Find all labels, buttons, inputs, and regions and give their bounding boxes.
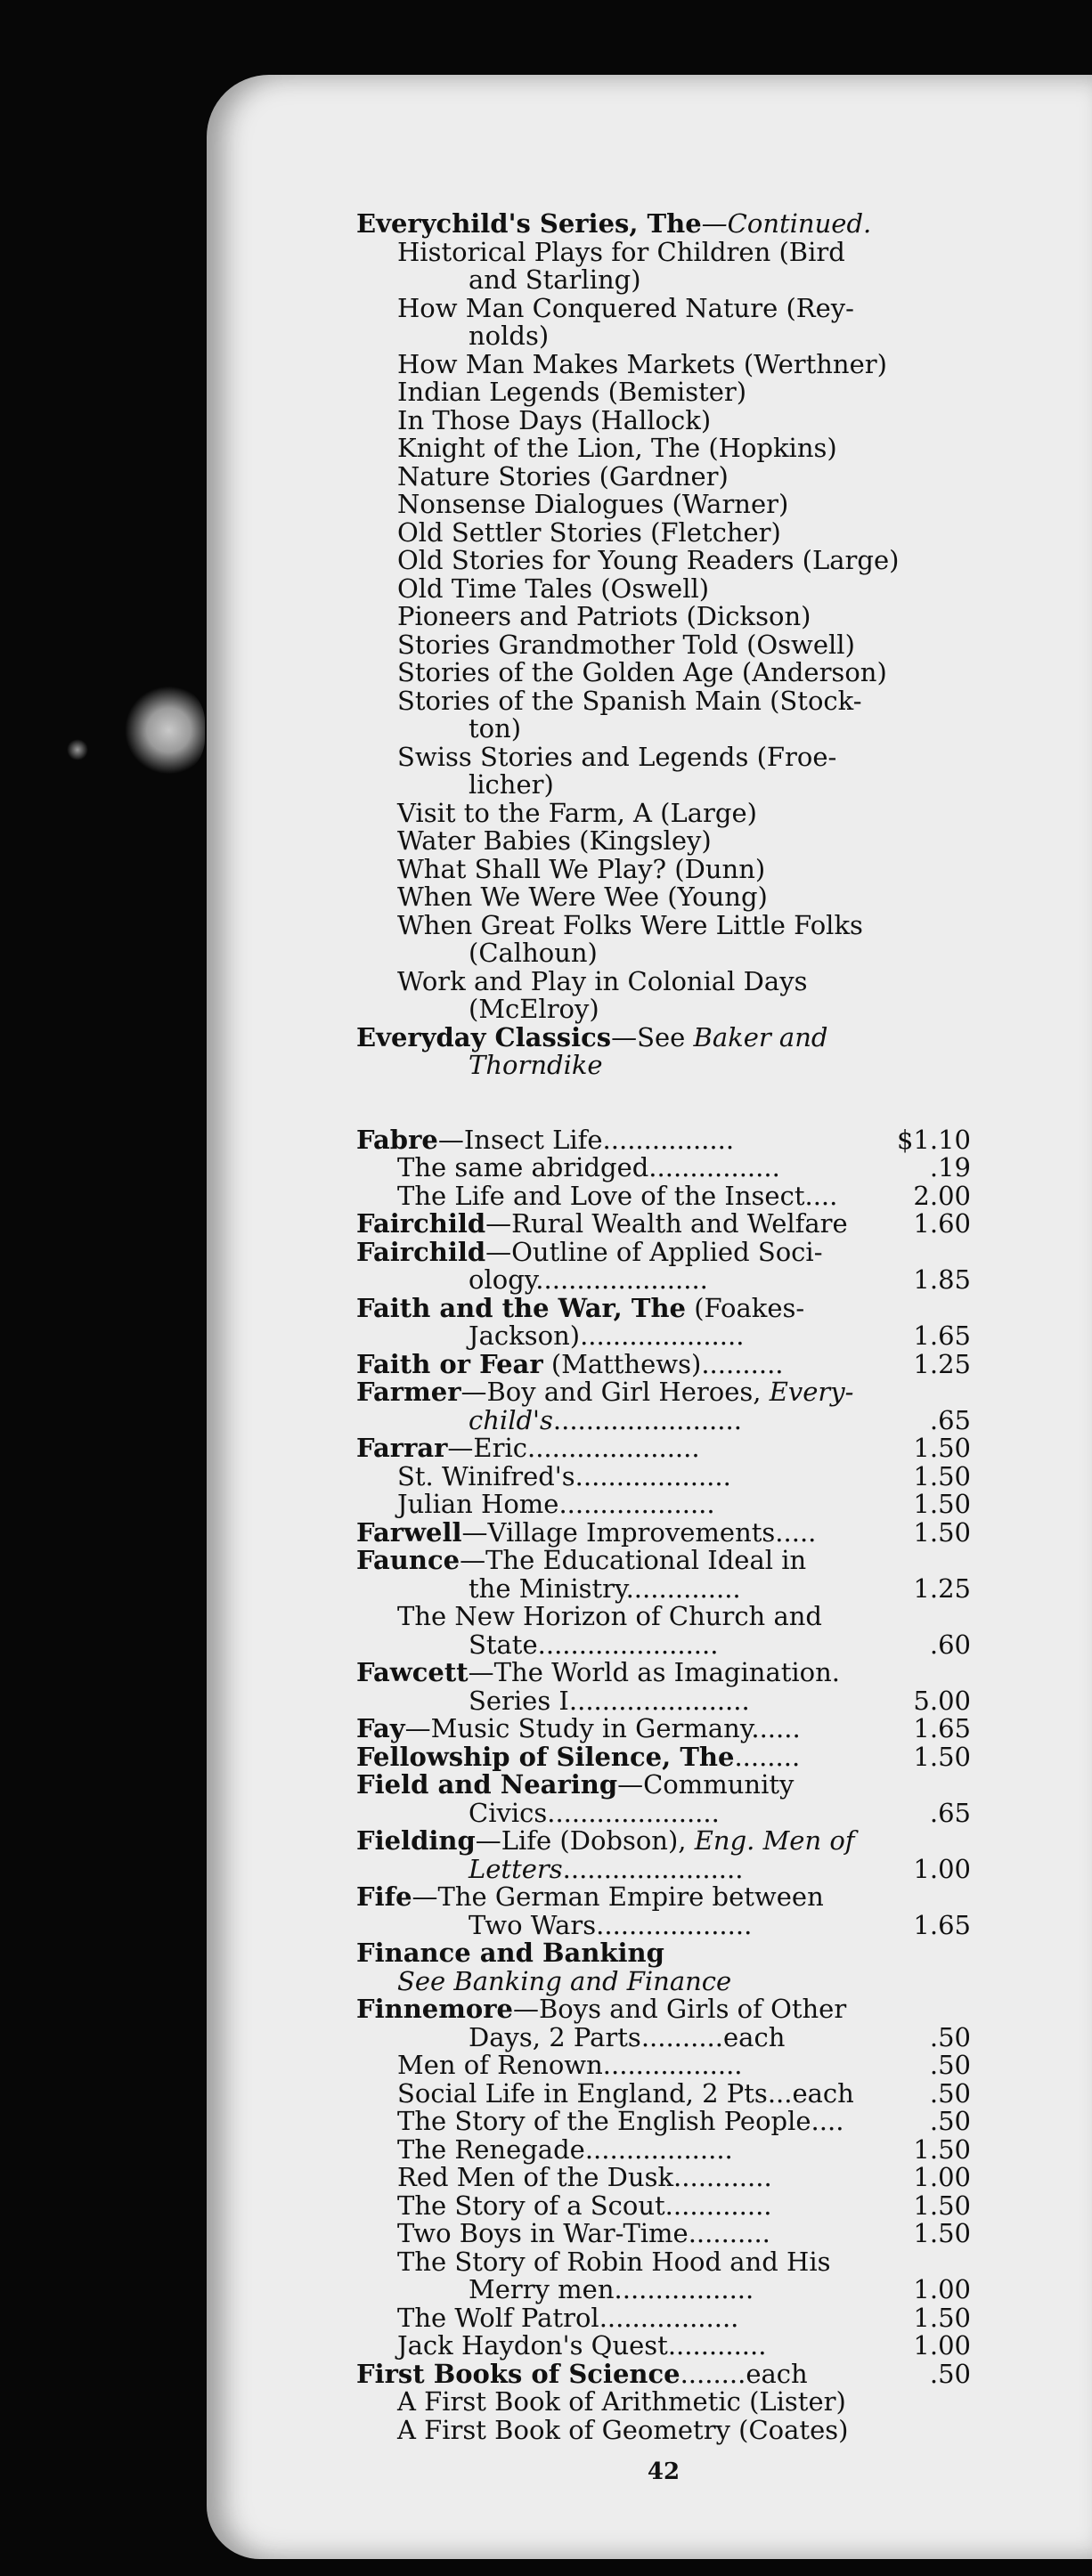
list-item: Work and Play in Colonial Days	[397, 965, 808, 996]
list-item: How Man Makes Markets (Werthner)	[397, 348, 887, 379]
price: 1.00	[913, 2162, 971, 2192]
price: $1.10	[896, 1124, 971, 1155]
price: 1.50	[913, 2218, 971, 2248]
price: 1.50	[913, 2302, 971, 2333]
entry-line: The Wolf Patrol................. 1.50	[397, 2302, 971, 2333]
section-gap	[356, 1080, 971, 1126]
list-item: Stories Grandmother Told (Oswell)	[397, 629, 855, 660]
entry-line: child's....................... .65	[469, 1404, 971, 1435]
entry-line: A First Book of Geometry (Coates)	[397, 2414, 849, 2445]
price: 1.65	[913, 1713, 971, 1743]
entry-line: Fife—The German Empire between	[356, 1881, 824, 1912]
list-item: Historical Plays for Children (Bird	[397, 236, 845, 267]
entry-line: Men of Renown................. .50	[397, 2050, 971, 2080]
entry-line: The Life and Love of the Insect.... 2.00	[397, 1180, 971, 1211]
entry-line: The Renegade.................. 1.50	[397, 2133, 971, 2165]
entry-line: Farrar—Eric..................... 1.50	[356, 1433, 971, 1463]
entry-line: Fairchild—Rural Wealth and Welfare 1.60	[356, 1208, 971, 1239]
list-item: Nature Stories (Gardner)	[397, 460, 729, 492]
entry-line: The Story of a Scout............. 1.50	[397, 2190, 971, 2221]
list-item: How Man Conquered Nature (Rey-	[397, 292, 854, 323]
price: 1.00	[913, 2330, 971, 2361]
entry-line: Fairchild—Outline of Applied Soci-	[356, 1236, 823, 1267]
price: 1.50	[913, 2190, 971, 2221]
list-item: Water Babies (Kingsley)	[397, 825, 712, 856]
price: 2.00	[913, 1180, 971, 1211]
entry-line: St. Winifred's................... 1.50	[397, 1460, 971, 1491]
list-item: Swiss Stories and Legends (Froe-	[397, 741, 837, 772]
entry-line: Jack Haydon's Quest............ 1.00	[397, 2330, 971, 2361]
price: .65	[929, 1404, 971, 1435]
everyday-classics-entry: Everyday Classics—See Baker and	[356, 1021, 828, 1052]
price: 1.00	[913, 1853, 971, 1884]
price: .19	[929, 1152, 971, 1182]
list-item: and Starling)	[469, 264, 641, 295]
list-item: Nonsense Dialogues (Warner)	[397, 489, 789, 519]
price: .50	[929, 2021, 971, 2052]
price: 1.50	[913, 1741, 971, 1772]
entry-line: Letters...................... 1.00	[469, 1853, 971, 1884]
page-number: 42	[647, 2458, 680, 2485]
entry-line: ology..................... 1.85	[469, 1264, 971, 1295]
entry-line: First Books of Science........each .50	[356, 2358, 971, 2389]
price: .50	[929, 2358, 971, 2389]
entry-line: State...................... .60	[469, 1629, 971, 1660]
price: 1.60	[913, 1208, 971, 1239]
price: .65	[929, 1797, 971, 1828]
entry-line: Field and Nearing—Community	[356, 1769, 795, 1800]
entry-line: Finance and Banking	[356, 1938, 664, 1968]
price: 5.00	[913, 1685, 971, 1716]
entry-line: Social Life in England, 2 Pts...each .50	[397, 2077, 971, 2109]
entry-line: Series I...................... 5.00	[469, 1685, 971, 1716]
list-item: Old Settler Stories (Fletcher)	[397, 516, 781, 548]
entry-line: Red Men of the Dusk............ 1.00	[397, 2162, 971, 2192]
entry-line: Fabre—Insect Life................ $1.10	[356, 1124, 971, 1155]
price: .50	[929, 2050, 971, 2080]
entry-line: Farwell—Village Improvements..... 1.50	[356, 1516, 971, 1548]
entry-line: Two Wars................... 1.65	[469, 1909, 971, 1940]
list-item: (McElroy)	[469, 994, 599, 1024]
list-item: Knight of the Lion, The (Hopkins)	[397, 433, 837, 463]
entry-line: Faith or Fear (Matthews).......... 1.25	[356, 1348, 971, 1379]
list-item: Indian Legends (Bemister)	[397, 377, 747, 407]
list-item: When We Were Wee (Young)	[397, 882, 768, 912]
paper-blemish	[125, 686, 205, 775]
entry-line: Faith and the War, The (Foakes-	[356, 1292, 805, 1323]
price: 1.85	[913, 1264, 971, 1295]
price: 1.65	[913, 1321, 971, 1351]
paper-blemish-small	[67, 739, 88, 760]
price: 1.50	[913, 1433, 971, 1463]
entry-line: The Story of the English People.... .50	[397, 2106, 971, 2136]
entry-line: The same abridged................ .19	[397, 1152, 971, 1182]
everyday-classics-ref: Thorndike	[469, 1050, 603, 1080]
list-item: Stories of the Golden Age (Anderson)	[397, 657, 887, 687]
entry-line: the Ministry.............. 1.25	[469, 1572, 971, 1604]
price: 1.50	[913, 1516, 971, 1548]
series-heading: Everychild's Series, The—Continued.	[356, 208, 872, 239]
price: .50	[929, 2106, 971, 2136]
price: 1.25	[913, 1572, 971, 1604]
price: 1.65	[913, 1909, 971, 1940]
list-item: ton)	[469, 713, 522, 744]
list-item: In Those Days (Hallock)	[397, 404, 712, 435]
entry-line: Fellowship of Silence, The........ 1.50	[356, 1741, 971, 1772]
list-item: licher)	[469, 769, 554, 800]
entry-line: The New Horizon of Church and	[397, 1601, 822, 1631]
price: 1.50	[913, 2133, 971, 2165]
entry-line: Finnemore—Boys and Girls of Other	[356, 1994, 847, 2024]
list-item: When Great Folks Were Little Folks	[397, 909, 863, 940]
list-item: Pioneers and Patriots (Dickson)	[397, 601, 811, 631]
entry-line: Jackson).................... 1.65	[469, 1321, 971, 1351]
entry-line: Farmer—Boy and Girl Heroes, Every-	[356, 1377, 854, 1407]
list-item: (Calhoun)	[469, 938, 598, 968]
entry-line: Two Boys in War-Time.......... 1.50	[397, 2218, 971, 2248]
list-item: nolds)	[469, 321, 550, 351]
price: 1.25	[913, 1348, 971, 1379]
entry-line: Faunce—The Educational Ideal in	[356, 1545, 807, 1575]
entry-line: Merry men................. 1.00	[469, 2274, 971, 2304]
entry-line: Days, 2 Parts..........each .50	[469, 2021, 971, 2052]
entry-line: Civics..................... .65	[469, 1797, 971, 1828]
entry-line: A First Book of Arithmetic (Lister)	[397, 2386, 846, 2417]
list-item: Visit to the Farm, A (Large)	[397, 797, 757, 828]
price: 1.50	[913, 1460, 971, 1491]
price: .60	[929, 1629, 971, 1660]
price: .50	[929, 2077, 971, 2109]
price: 1.00	[913, 2274, 971, 2304]
list-item: What Shall We Play? (Dunn)	[397, 853, 766, 884]
list-item: Old Stories for Young Readers (Large)	[397, 545, 900, 575]
list-item: Stories of the Spanish Main (Stock-	[397, 685, 862, 716]
entry-line: The Story of Robin Hood and His	[397, 2246, 831, 2277]
price: 1.50	[913, 1489, 971, 1519]
list-item: Old Time Tales (Oswell)	[397, 573, 710, 604]
entry-line: Fay—Music Study in Germany...... 1.65	[356, 1713, 971, 1743]
entry-line: See Banking and Finance	[397, 1965, 732, 1996]
entry-line: Fawcett—The World as Imagination.	[356, 1657, 841, 1687]
entry-line: Julian Home................... 1.50	[397, 1489, 971, 1519]
catalog-column	[356, 210, 971, 2487]
entry-line: Fielding—Life (Dobson), Eng. Men of	[356, 1825, 855, 1856]
